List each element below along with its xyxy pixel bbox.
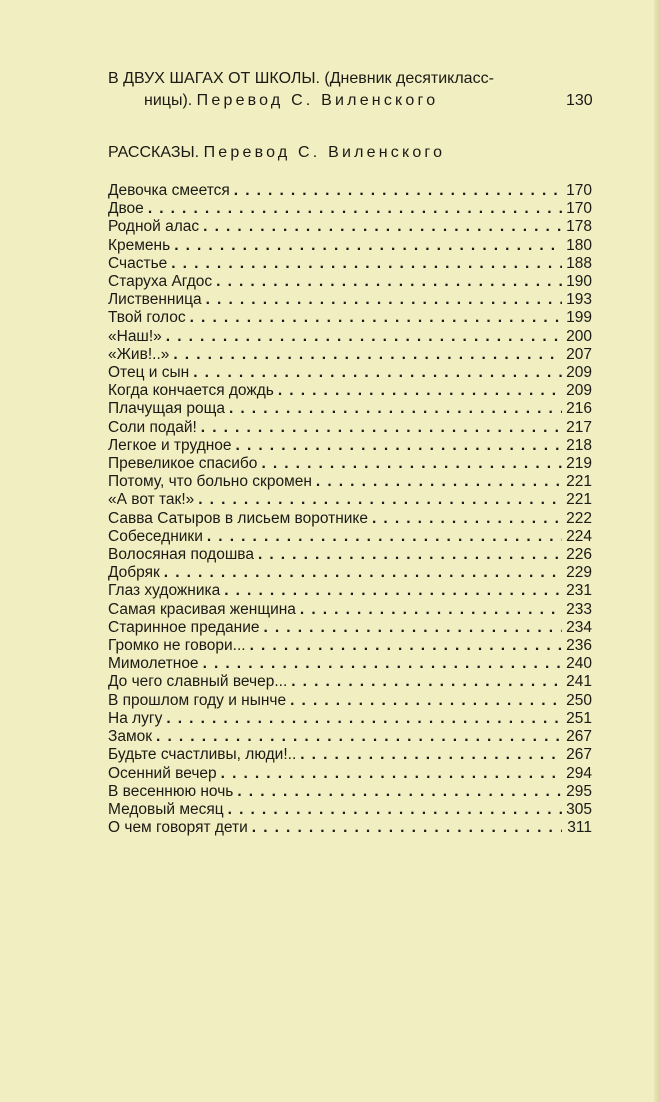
toc-entry-page: 241 bbox=[566, 673, 592, 691]
toc-entry-page: 218 bbox=[566, 436, 592, 454]
toc-entry[interactable] bbox=[108, 601, 592, 619]
dot-leader bbox=[237, 783, 562, 801]
dot-leader bbox=[201, 419, 562, 437]
page-edge bbox=[654, 0, 660, 1102]
toc-entry-title: На лугу bbox=[108, 709, 163, 727]
toc-entry[interactable] bbox=[108, 546, 592, 564]
dot-leader bbox=[252, 819, 562, 837]
toc-entry-page: 250 bbox=[566, 691, 592, 709]
toc-entry-title: Легкое и трудное bbox=[108, 436, 232, 454]
toc-entry[interactable] bbox=[108, 528, 592, 546]
toc-entry-title: Старуха Агдос bbox=[108, 273, 213, 291]
toc-entry[interactable] bbox=[108, 400, 592, 418]
toc-entry[interactable] bbox=[108, 619, 592, 637]
dot-leader bbox=[173, 346, 562, 364]
dot-leader bbox=[236, 437, 562, 455]
toc-entry-page: 170 bbox=[566, 182, 592, 199]
dot-leader bbox=[372, 510, 562, 528]
toc-entry-title: Будьте счастливы, люди!.. bbox=[108, 746, 297, 764]
toc-entry[interactable] bbox=[108, 746, 592, 764]
toc-entry[interactable] bbox=[108, 182, 592, 200]
dot-leader bbox=[278, 382, 562, 400]
toc-entry-title: Старинное предание bbox=[108, 618, 260, 636]
toc-entry-page: 217 bbox=[566, 418, 592, 436]
toc-entry-title: Соли подай! bbox=[108, 418, 197, 436]
toc-entry[interactable] bbox=[108, 710, 592, 728]
toc-entry-page: 200 bbox=[566, 327, 592, 345]
dot-leader bbox=[300, 601, 562, 619]
dot-leader bbox=[206, 291, 562, 309]
toc-entry[interactable] bbox=[108, 273, 592, 291]
toc-entry-title: Отец и сын bbox=[108, 364, 190, 382]
dot-leader bbox=[156, 728, 562, 746]
toc-entry-title: Твой голос bbox=[108, 309, 186, 327]
toc-entry-page: 199 bbox=[566, 309, 592, 327]
toc-entry[interactable] bbox=[108, 328, 592, 346]
dot-leader bbox=[216, 273, 562, 291]
toc-entry-page: 221 bbox=[566, 473, 592, 491]
toc-entry[interactable] bbox=[108, 473, 592, 491]
toc-entry[interactable] bbox=[108, 419, 592, 437]
dot-leader bbox=[290, 692, 562, 710]
section-entry-line2: ницы). bbox=[144, 92, 193, 109]
toc-entry[interactable] bbox=[108, 564, 592, 582]
toc-entry-title: Глаз художника bbox=[108, 582, 221, 600]
toc-entry-page: 240 bbox=[566, 655, 592, 673]
toc-entry-title: «Жив!..» bbox=[108, 345, 170, 363]
dot-leader bbox=[258, 546, 562, 564]
toc-entry-page: 229 bbox=[566, 564, 592, 582]
toc-entry-title: Собеседники bbox=[108, 527, 203, 545]
dot-leader bbox=[193, 364, 562, 382]
dot-leader bbox=[203, 655, 562, 673]
toc-entry[interactable] bbox=[108, 491, 592, 509]
dot-leader bbox=[166, 328, 562, 346]
toc-entry[interactable] bbox=[108, 437, 592, 455]
toc-entry-page: 311 bbox=[567, 819, 592, 837]
toc-entry[interactable] bbox=[108, 783, 592, 801]
toc-entry-page: 267 bbox=[566, 746, 592, 764]
dot-leader bbox=[224, 582, 562, 600]
toc-entry[interactable] bbox=[108, 346, 592, 364]
toc-entry-page: 305 bbox=[566, 800, 592, 818]
section-entry-line1: В ДВУХ ШАГАХ ОТ ШКОЛЫ. (Дневник десятикласс- bbox=[108, 70, 494, 87]
dot-leader bbox=[234, 182, 562, 200]
dot-leader bbox=[300, 746, 562, 764]
toc-entry-page: 209 bbox=[566, 382, 592, 400]
toc-entry-title: Девочка смеется bbox=[108, 182, 230, 199]
toc-entry-title: Добряк bbox=[108, 564, 160, 582]
toc-entry[interactable] bbox=[108, 728, 592, 746]
toc-entry-title: В весеннюю ночь bbox=[108, 782, 234, 800]
toc-entry-title: О чем говорят дети bbox=[108, 819, 248, 837]
dot-leader bbox=[229, 400, 562, 418]
toc-entry-page: 219 bbox=[566, 455, 592, 473]
dot-leader bbox=[261, 455, 562, 473]
toc-entry-page: 267 bbox=[566, 728, 592, 746]
toc-entry-title: «Наш!» bbox=[108, 327, 162, 345]
toc-entry[interactable] bbox=[108, 364, 592, 382]
toc-entry-title: Громко не говори... bbox=[108, 637, 246, 655]
toc-entry-title: Замок bbox=[108, 728, 153, 746]
toc-entry-title: «А вот так!» bbox=[108, 491, 195, 509]
dot-leader bbox=[291, 673, 562, 691]
dot-leader bbox=[174, 237, 562, 255]
toc-entry[interactable] bbox=[108, 291, 592, 309]
toc-entry[interactable] bbox=[108, 218, 592, 236]
dot-leader bbox=[263, 619, 562, 637]
toc-entry-page: 295 bbox=[566, 782, 592, 800]
toc-entry-page: 216 bbox=[566, 400, 592, 418]
toc-entry[interactable] bbox=[108, 582, 592, 600]
toc-entry-title: Родной алас bbox=[108, 218, 200, 236]
toc-entry[interactable] bbox=[108, 382, 592, 400]
section-entry-page: 130 bbox=[566, 92, 593, 109]
dot-leader bbox=[190, 309, 562, 327]
toc-entry-title: Медовый месяц bbox=[108, 800, 224, 818]
toc-entry[interactable] bbox=[108, 455, 592, 473]
toc-entry-page: 221 bbox=[566, 491, 592, 509]
toc-entry[interactable] bbox=[108, 765, 592, 783]
toc-entry[interactable] bbox=[108, 692, 592, 710]
toc-entry[interactable] bbox=[108, 673, 592, 691]
section-entry-translator: Перевод С. Виленского bbox=[196, 92, 439, 109]
toc-entry-page: 222 bbox=[566, 509, 592, 527]
dot-leader bbox=[203, 218, 562, 236]
toc-entry[interactable] bbox=[108, 237, 592, 255]
toc-entry-page: 180 bbox=[566, 236, 592, 254]
toc-entry-page: 251 bbox=[566, 709, 592, 727]
dot-leader bbox=[316, 473, 562, 491]
toc-entry-title: Лиственница bbox=[108, 291, 202, 309]
toc-entry-title: Савва Сатыров в лисьем воротнике bbox=[108, 509, 369, 527]
toc-entry-title: Волосяная подошва bbox=[108, 546, 254, 564]
toc-entry-page: 188 bbox=[566, 254, 592, 272]
dot-leader bbox=[228, 801, 562, 819]
toc-entry-title: Плачущая роща bbox=[108, 400, 225, 418]
toc-entry-page: 224 bbox=[566, 527, 592, 545]
toc-entry[interactable] bbox=[108, 200, 592, 218]
dot-leader bbox=[198, 491, 562, 509]
toc-entry-title: Счастье bbox=[108, 254, 168, 272]
toc-entry-page: 234 bbox=[566, 618, 592, 636]
toc-entry-page: 233 bbox=[566, 600, 592, 618]
toc-entry-title: Осенний вечер bbox=[108, 764, 217, 782]
toc-entry-title: Превеликое спасибо bbox=[108, 455, 258, 473]
dot-leader bbox=[164, 564, 562, 582]
toc-entry-title: В прошлом году и нынче bbox=[108, 691, 287, 709]
toc-entry[interactable] bbox=[108, 255, 592, 273]
toc-entry-page: 193 bbox=[566, 291, 592, 309]
dot-leader bbox=[221, 765, 562, 783]
toc-entry-title: Кремень bbox=[108, 236, 171, 254]
dot-leader bbox=[148, 200, 562, 218]
section-heading-translator: Перевод С. Виленского bbox=[203, 144, 446, 161]
toc-entry[interactable] bbox=[108, 637, 592, 655]
toc-entry[interactable] bbox=[108, 819, 592, 837]
toc-entry[interactable] bbox=[108, 309, 592, 327]
toc-entry-page: 231 bbox=[566, 582, 592, 600]
toc-entry-title: До чего славный вечер... bbox=[108, 673, 288, 691]
toc-entry-title: Самая красивая женщина bbox=[108, 600, 296, 618]
toc-entry-title: Потому, что больно скромен bbox=[108, 473, 312, 491]
toc-entry-page: 190 bbox=[566, 273, 592, 291]
dot-leader bbox=[171, 255, 562, 273]
toc-entry-title: Мимолетное bbox=[108, 655, 199, 673]
toc-entry-page: 209 bbox=[566, 364, 592, 382]
toc-entry-page: 178 bbox=[566, 218, 592, 236]
toc-entry[interactable] bbox=[108, 510, 592, 528]
toc-entry[interactable] bbox=[108, 655, 592, 673]
dot-leader bbox=[166, 710, 562, 728]
section-entry-school bbox=[108, 68, 592, 112]
dot-leader bbox=[250, 637, 562, 655]
toc-entry-title: Двое bbox=[108, 200, 144, 218]
toc-entry-title: Когда кончается дождь bbox=[108, 382, 274, 400]
toc-entry-page: 207 bbox=[566, 345, 592, 363]
toc-entry-page: 236 bbox=[566, 637, 592, 655]
section-heading-stories bbox=[108, 144, 592, 162]
contents-page bbox=[108, 68, 592, 837]
toc-entry-page: 294 bbox=[566, 764, 592, 782]
toc-list bbox=[108, 182, 592, 837]
toc-entry-page: 226 bbox=[566, 546, 592, 564]
toc-entry-page: 170 bbox=[566, 200, 592, 218]
toc-entry[interactable] bbox=[108, 801, 592, 819]
section-heading-title: РАССКАЗЫ. bbox=[108, 144, 200, 161]
dot-leader bbox=[207, 528, 562, 546]
